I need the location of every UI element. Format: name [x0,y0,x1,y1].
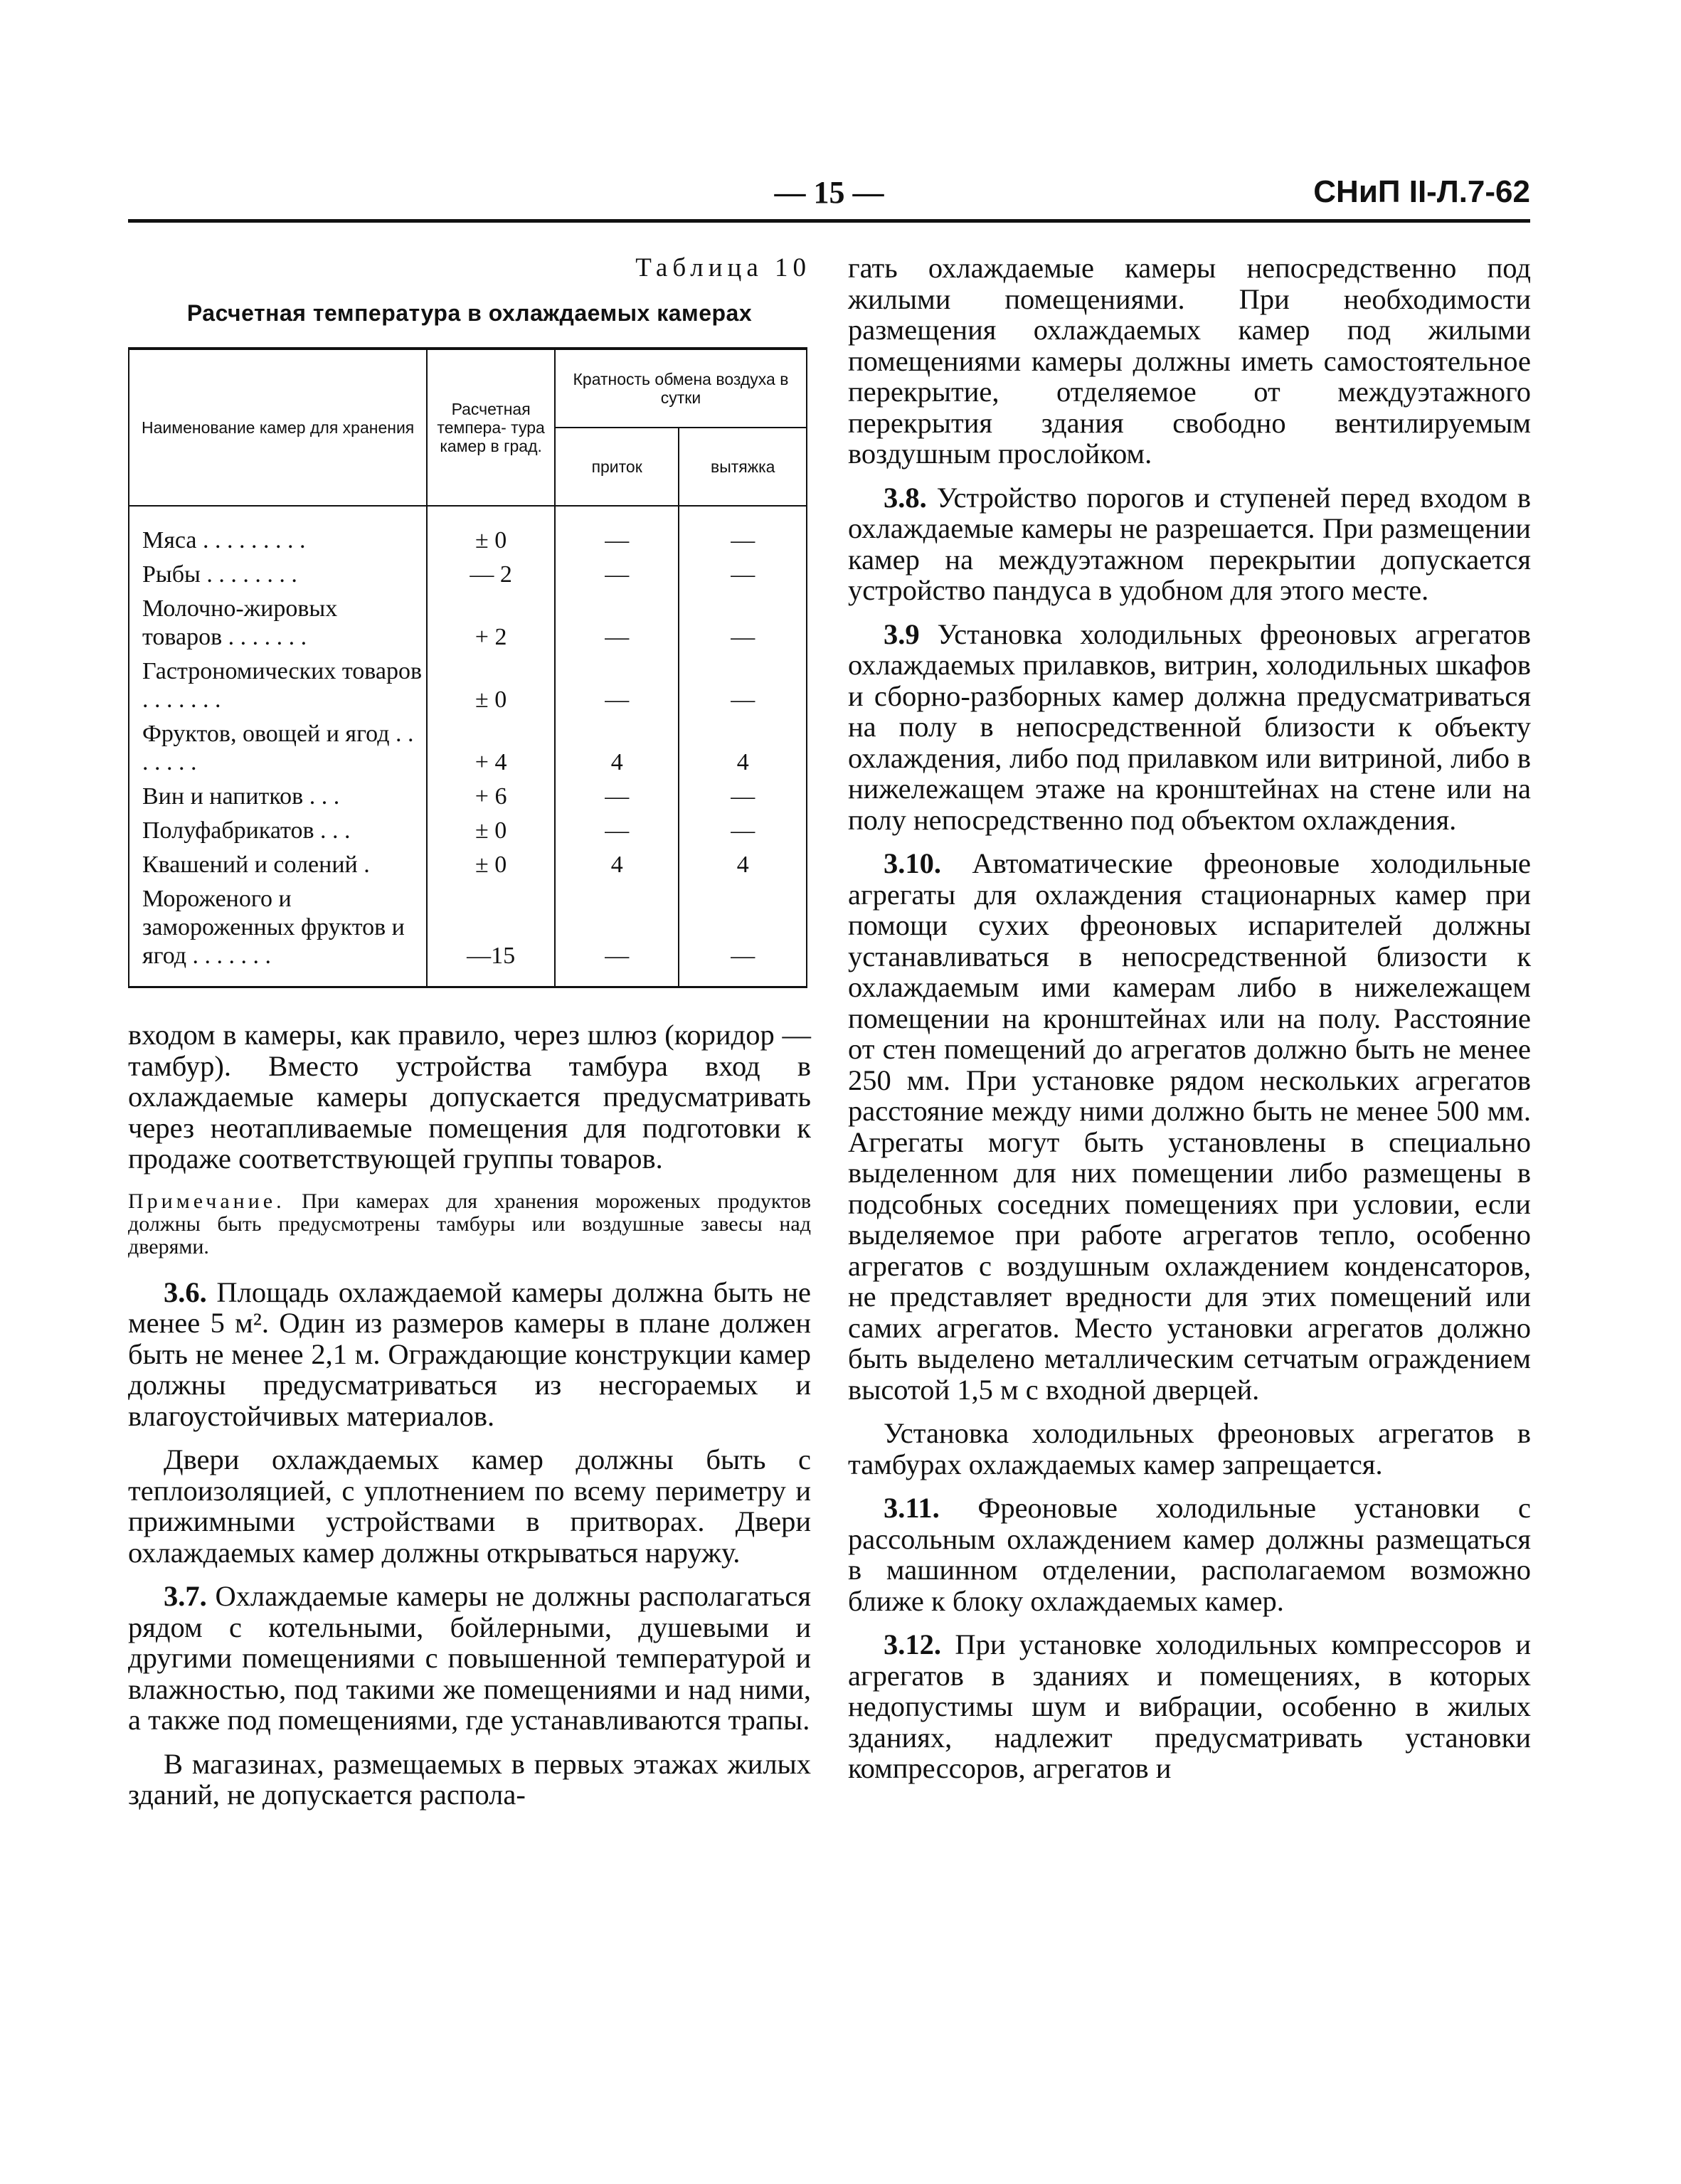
row-supply: — [555,780,679,814]
table-row [129,882,807,987]
right-column [848,253,1531,1784]
table-row [129,780,807,814]
row-exhaust: — [679,506,807,558]
section-text: Фреоновые холодильные установки с рассольным охлаждением камер должны размещаться в машинном отделении, располагаемом возможно ближе к блоку охлаждаемых камер. [848,1492,1532,1617]
header-exchange: Кратность обмена воздуха в сутки [555,349,807,428]
note-label: Примечание. [128,1189,285,1213]
section-text: Установка холодильных фреоновых агрегатов охлаждаемых прилавков, витрин, холодильных шкафов и сборно-разборных камер должна предусматриваться на полу в непосредственной близости к объекту охлаждения, либо под прилавком или витриной, либо в нижележащем этаже на кронштейнах на стене или на полу непосредственно под объектом охлаждения. [848,617,1532,836]
row-supply: — [555,506,679,558]
paragraph-tambur-ban: Установка холодильных фреоновых агрегатов в тамбурах охлаждаемых камер запрещается. [848,1417,1531,1480]
row-exhaust: — [679,814,807,848]
row-name: Мороженого и замороженных фруктов и ягод . . . . . . . [129,882,427,987]
paragraph-tambur: входом в камеры, как правило, через шлюз (коридор — тамбур). Вместо устройства тамбура вход в охлаждаемые камеры допускается предусматривать через неотапливаемые помещения для подготовки к продаже соответствующей группы товаров. [128,1019,811,1175]
header-name: Наименование камер для хранения [129,349,427,506]
section-text: Автоматические фреоновые холодильные агрегаты для охлаждения стационарных камер при помощи сухих фреоновых испарителей должны устанавливаться в непосредственной близости к охлаждаемым ими камерам либо в нижележащем помещении на кронштейнах или на полу. Расстояние от стен помещений до агрегатов должно быть не менее 250 мм. При установке рядом нескольких агрегатов расстояние между ними должно быть не менее 500 мм. Агрегаты могут быть установлены в специально выделенном для них помещении либо размещены в подсобных соседних помещениях при условии, если выделяемое при работе агрегатов тепло, особенно агрегатов с воздушным охлаждением конденсаторов, не представляет вредности для этих помещений или самих агрегатов. Место установки агрегатов должно быть выделено металлическим сетчатым ограждением высотой 1,5 м с входной дверцей. [848,847,1532,1406]
page-header [128,174,1530,224]
header-supply: приток [555,428,679,506]
row-temp: ± 0 [427,654,555,717]
table-row [129,814,807,848]
header-exhaust: вытяжка [679,428,807,506]
left-column [128,253,811,1811]
section-number: 3.7. [164,1580,207,1612]
table-caption: Таблица 10 [635,253,811,282]
paragraph-shops: В магазинах, размещаемых в первых этажах жилых зданий, не допускается распола- [128,1747,811,1811]
row-exhaust: 4 [679,717,807,780]
table-row [129,592,807,654]
section-3-11 [848,1493,1531,1616]
row-name: Гастрономических товаров . . . . . . . [129,654,427,717]
table-row [129,654,807,717]
row-supply: 4 [555,717,679,780]
table-row [129,558,807,592]
row-supply: — [555,654,679,717]
row-temp: + 6 [427,780,555,814]
page-number: — 15 — [774,175,884,210]
row-name: Мяса . . . . . . . . . [129,506,427,558]
row-supply: — [555,558,679,592]
paragraph-doors: Двери охлаждаемых камер должны быть с теплоизоляцией, с уплотнением по всему периметру и прижимными устройствами в притворах. Двери охлаждаемых камер должны открываться наружу. [128,1443,811,1569]
section-3-6 [128,1277,811,1432]
section-3-10 [848,848,1531,1405]
section-text: Охлаждаемые камеры не должны располагаться рядом с котельными, бойлерными, душевыми и другими помещениями с повышенной температурой и влажностью, под такими же помещениями и над ними, а также под помещениями, где устанавливаются трапы. [128,1580,811,1736]
row-exhaust: — [679,654,807,717]
row-name: Квашений и солений . [129,848,427,882]
row-temp: + 2 [427,592,555,654]
section-number: 3.10. [884,847,941,879]
temperature-table [128,347,807,988]
section-number: 3.6. [164,1276,207,1308]
section-text: При установке холодильных компрессоров и агрегатов в зданиях и помещениях, в которых недопустимы шум и вибрации, особенно в жилых зданиях, надлежит предусматривать установки компрессоров, агрегатов и [848,1628,1531,1784]
header-temp: Расчетная темпера- тура камер в град. [427,349,555,506]
row-supply: — [555,882,679,987]
row-name: Молочно-жировых товаров . . . . . . . [129,592,427,654]
header-rule [128,219,1530,223]
section-number: 3.9 [884,617,920,650]
row-temp: —15 [427,882,555,987]
row-exhaust: — [679,780,807,814]
note-text: При камерах для хранения мороженых продуктов должны быть предусмотрены тамбуры или воздушные завесы над дверями. [128,1189,811,1258]
row-exhaust: 4 [679,848,807,882]
section-text: Устройство порогов и ступеней перед входом в охлаждаемые камеры не разрешается. При размещении камер на междуэтажном перекрытии допускается устройство пандуса в удобном для этого месте. [848,481,1532,606]
row-name: Вин и напитков . . . [129,780,427,814]
row-supply: 4 [555,848,679,882]
row-name: Фруктов, овощей и ягод . . . . . . . [129,717,427,780]
section-text: Площадь охлаждаемой камеры должна быть не менее 5 м². Один из размеров камеры в плане должен быть не менее 2,1 м. Ограждающие конструкции камер должны предусматриваться из несгораемых и влагоустойчивых материалов. [128,1276,812,1432]
section-3-7 [128,1581,811,1736]
row-temp: ± 0 [427,506,555,558]
row-temp: — 2 [427,558,555,592]
section-3-9 [848,619,1531,836]
row-temp: ± 0 [427,848,555,882]
section-3-12 [848,1629,1531,1784]
row-temp: + 4 [427,717,555,780]
row-exhaust: — [679,558,807,592]
table-row [129,506,807,558]
row-name: Полуфабрикатов . . . [129,814,427,848]
section-number: 3.12. [884,1628,941,1660]
row-temp: ± 0 [427,814,555,848]
section-number: 3.8. [884,481,927,514]
paragraph-continuation: гать охлаждаемые камеры непосредственно под жилыми помещениями. При необходимости размещения охлаждаемых камер под жилыми помещениями камеры должны иметь самостоятельное перекрытие, отделяемое от междуэтажного перекрытия здания свободно вентилируемым воздушным прослойком. [848,252,1531,470]
table-title: Расчетная температура в охлаждаемых камерах [186,299,753,326]
row-supply: — [555,592,679,654]
table-row [129,717,807,780]
row-exhaust: — [679,882,807,987]
table-row [129,848,807,882]
row-supply: — [555,814,679,848]
row-name: Рыбы . . . . . . . . [129,558,427,592]
section-number: 3.11. [884,1492,940,1524]
table-note [128,1190,811,1258]
row-exhaust: — [679,592,807,654]
section-3-8 [848,482,1531,606]
document-code: СНиП II-Л.7-62 [1313,174,1530,209]
